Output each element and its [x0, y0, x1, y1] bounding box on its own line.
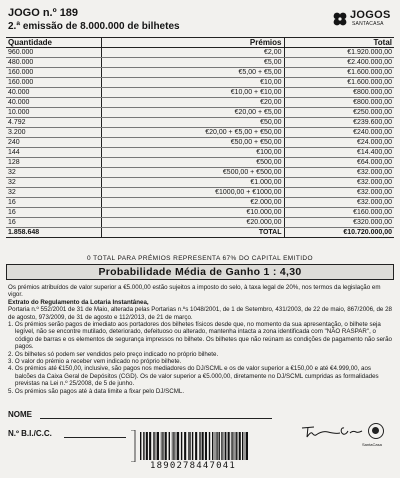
prize-row	[6, 188, 394, 198]
row-total: €32.000,00	[284, 178, 394, 188]
prize-table	[6, 37, 394, 238]
name-field-line[interactable]	[40, 418, 272, 419]
row-quantity: 160.000	[6, 78, 101, 88]
note-item: 2. Os bilhetes só podem ser vendidos pelo preço indicado no próprio bilhete.	[8, 350, 219, 358]
row-quantity: 128	[6, 158, 101, 168]
row-prize: €500,00	[101, 158, 284, 168]
barcode-bar	[239, 432, 241, 460]
row-prize: €50,00 + €50,00	[101, 138, 284, 148]
jogos-santacasa-logo	[332, 8, 392, 34]
logo-title: JOGOS	[350, 9, 391, 21]
prize-table-header	[6, 38, 394, 48]
row-quantity: 32	[6, 178, 101, 188]
row-total: €1.600.000,00	[284, 68, 394, 78]
note-item: 3. O valor do prémio a receber vem indicado no próprio bilhete.	[8, 358, 182, 366]
row-quantity: 3.200	[6, 128, 101, 138]
row-quantity: 10.000	[6, 108, 101, 118]
barcode-bar	[199, 432, 200, 460]
barcode-area	[138, 432, 248, 472]
prize-row	[6, 168, 394, 178]
clover-icon	[332, 11, 348, 27]
corner-mark-icon	[130, 430, 136, 462]
barcode-bar	[219, 432, 220, 460]
prize-table-total	[6, 228, 394, 238]
barcode-bar	[176, 432, 177, 460]
row-quantity: 160.000	[6, 68, 101, 78]
barcode-bar	[224, 432, 225, 460]
prize-row	[6, 138, 394, 148]
header-quantity: Quantidade	[6, 38, 101, 48]
barcode-bar	[184, 432, 186, 460]
row-quantity: 960.000	[6, 48, 101, 58]
win-probability: Probabilidade Média de Ganho 1 : 4,30	[6, 264, 394, 280]
barcode-bar	[163, 432, 164, 460]
total-label: TOTAL	[101, 228, 284, 238]
seal-text: SantaCasa	[362, 442, 382, 447]
barcode-bar	[189, 432, 190, 460]
row-prize: €10.000,00	[101, 208, 284, 218]
barcode-bar	[156, 432, 157, 460]
row-quantity: 240	[6, 138, 101, 148]
barcode-bar	[222, 432, 223, 460]
barcode-bar	[195, 432, 197, 460]
row-prize: €10,00 + €10,00	[101, 88, 284, 98]
prize-row	[6, 78, 394, 88]
prize-row	[6, 118, 394, 128]
row-prize: €100,00	[101, 148, 284, 158]
row-total: €1.600.000,00	[284, 78, 394, 88]
row-prize: €20,00 + €5,00 + €50,00	[101, 128, 284, 138]
barcode-bar	[242, 432, 243, 460]
row-quantity: 480.000	[6, 58, 101, 68]
barcode-bar	[162, 432, 163, 460]
barcode-icon	[138, 432, 248, 460]
barcode-bar	[221, 432, 222, 460]
barcode-bar	[192, 432, 193, 460]
barcode-bar	[173, 432, 174, 460]
barcode-bar	[246, 432, 248, 460]
prize-row	[6, 88, 394, 98]
percentage-note: 0 TOTAL PARA PRÉMIOS REPRESENTA 67% DO CAPITAL EMITIDO	[87, 255, 313, 262]
extract-title: Extrato do Regulamento da Lotaria Instantânea,	[8, 298, 149, 306]
row-total: €160.000,00	[284, 208, 394, 218]
header-total: Total	[284, 38, 394, 48]
barcode-bar	[154, 432, 155, 460]
row-total: €800.000,00	[284, 98, 394, 108]
barcode-bar	[140, 432, 141, 460]
santacasa-seal-icon	[368, 423, 384, 439]
row-total: €14.400,00	[284, 148, 394, 158]
barcode-bar	[172, 432, 173, 460]
barcode-bar	[161, 432, 162, 460]
row-total: €1.920.000,00	[284, 48, 394, 58]
row-total: €32.000,00	[284, 198, 394, 208]
barcode-bar	[235, 432, 236, 460]
row-quantity: 32	[6, 188, 101, 198]
prize-row	[6, 218, 394, 228]
id-label: N.º B.I./C.C.	[8, 429, 52, 438]
row-total: €320.000,00	[284, 218, 394, 228]
row-total: €800.000,00	[284, 88, 394, 98]
id-field-line[interactable]	[64, 437, 126, 438]
row-prize: €1.000,00	[101, 178, 284, 188]
row-quantity: 40.000	[6, 98, 101, 108]
barcode-bar	[231, 432, 232, 460]
barcode-bar	[212, 432, 213, 460]
prize-row	[6, 58, 394, 68]
regulation-notes	[8, 284, 394, 395]
row-prize: €2,00	[101, 48, 284, 58]
barcode-bar	[216, 432, 217, 460]
prize-row	[6, 178, 394, 188]
barcode-bar	[234, 432, 235, 460]
row-quantity: 32	[6, 168, 101, 178]
prize-row	[6, 108, 394, 118]
row-quantity: 16	[6, 218, 101, 228]
total-quantity: 1.858.648	[6, 228, 101, 238]
barcode-bar	[217, 432, 218, 460]
barcode-bar	[200, 432, 201, 460]
barcode-number: 1890278447041	[149, 461, 237, 471]
barcode-bar	[245, 432, 246, 460]
row-prize: €20.000,00	[101, 218, 284, 228]
tax-note: Os prémios atribuídos de valor superior a €5.000,00 estão sujeitos a imposto do selo, à taxa legal de 20%, nos termos da legislação em vigor.	[8, 284, 381, 299]
prize-row	[6, 158, 394, 168]
issue-info: 2.ª emissão de 8.000.000 de bilhetes	[8, 21, 180, 32]
prize-row	[6, 48, 394, 58]
prize-row	[6, 148, 394, 158]
row-total: €32.000,00	[284, 188, 394, 198]
barcode-bar	[225, 432, 226, 460]
game-number: JOGO n.º 189	[8, 7, 79, 19]
row-total: €250.000,00	[284, 108, 394, 118]
row-quantity: 4.792	[6, 118, 101, 128]
barcode-bar	[157, 432, 159, 460]
row-quantity: 16	[6, 208, 101, 218]
row-quantity: 16	[6, 198, 101, 208]
row-prize: €1000,00 + €1000,00	[101, 188, 284, 198]
row-total: €32.000,00	[284, 168, 394, 178]
barcode-bar	[232, 432, 233, 460]
barcode-bar	[169, 432, 170, 460]
row-total: €2.400.000,00	[284, 58, 394, 68]
prize-row	[6, 128, 394, 138]
row-prize: €2.000,00	[101, 198, 284, 208]
row-prize: €10,00	[101, 78, 284, 88]
logo-subtitle: SANTACASA	[352, 21, 384, 27]
extract-text: Portaria n.º 552/2001 de 31 de Maio, alterada pelas Portarias n.ºs 1048/2001, de 1 de Setembro, 431/2003, de 22 de maio, 867/2006, de 28 de agosto, 973/2009, de 31 de agosto e 112/2013, de 21 de março.	[8, 306, 392, 321]
barcode-bar	[209, 432, 210, 460]
name-label: NOME	[8, 410, 32, 419]
barcode-bar	[202, 432, 204, 460]
barcode-bar	[215, 432, 216, 460]
row-prize: €500,00 + €500,00	[101, 168, 284, 178]
barcode-bar	[188, 432, 189, 460]
barcode-bar	[236, 432, 237, 460]
barcode-bar	[149, 432, 151, 460]
barcode-bar	[153, 432, 154, 460]
barcode-bar	[181, 432, 182, 460]
row-total: €240.000,00	[284, 128, 394, 138]
row-quantity: 40.000	[6, 88, 101, 98]
row-quantity: 144	[6, 148, 101, 158]
prize-row	[6, 208, 394, 218]
row-prize: €50,00	[101, 118, 284, 128]
barcode-bar	[174, 432, 175, 460]
row-total: €24.000,00	[284, 138, 394, 148]
prize-row	[6, 68, 394, 78]
prize-row	[6, 198, 394, 208]
note-item: 4. Os prémios até €150,00, inclusive, são pagos nos mediadores do DJ/SCML e os de valor superior a €150,00 e até €4.999,00, aos balcões da Caixa Geral de Depósitos (CGD). Os de valor superior a €5.000,00, diretamente no DJ/SCML cumpridas as formalidades previstas na Lei n.º 25/2008, de 5 de junho.	[8, 365, 379, 388]
barcode-bar	[228, 432, 230, 460]
row-prize: €20,00	[101, 98, 284, 108]
note-item: 5. Os prémios são pagos até à data limite a fixar pelo DJ/SCML.	[8, 387, 185, 395]
barcode-bar	[205, 432, 207, 460]
row-total: €64.000,00	[284, 158, 394, 168]
row-prize: €20,00 + €5,00	[101, 108, 284, 118]
barcode-bar	[146, 432, 148, 460]
header-prizes: Prémios	[101, 38, 284, 48]
row-prize: €5,00 + €5,00	[101, 68, 284, 78]
ticket-header	[8, 4, 392, 38]
barcode-bar	[177, 432, 179, 460]
row-total: €239.600,00	[284, 118, 394, 128]
prize-row	[6, 98, 394, 108]
barcode-bar	[165, 432, 167, 460]
official-signature	[300, 422, 364, 440]
barcode-bar	[143, 432, 144, 460]
total-value: €10.720.000,00	[284, 228, 394, 238]
note-item: 1. Os prémios serão pagos de imediato aos portadores dos bilhetes físicos desde que, no momento da sua apresentação, o bilhete seja legível, não se encontre mutilado, deteriorado, defeituoso ou alterado, mantenha intacta a zona identificada com "NÃO RASPAR", o código de barras e os elementos de segurança impressos no bilhete. Os bilhetes que não reúnam as condições de pagamento não serão pagos.	[8, 321, 392, 351]
row-prize: €5,00	[101, 58, 284, 68]
